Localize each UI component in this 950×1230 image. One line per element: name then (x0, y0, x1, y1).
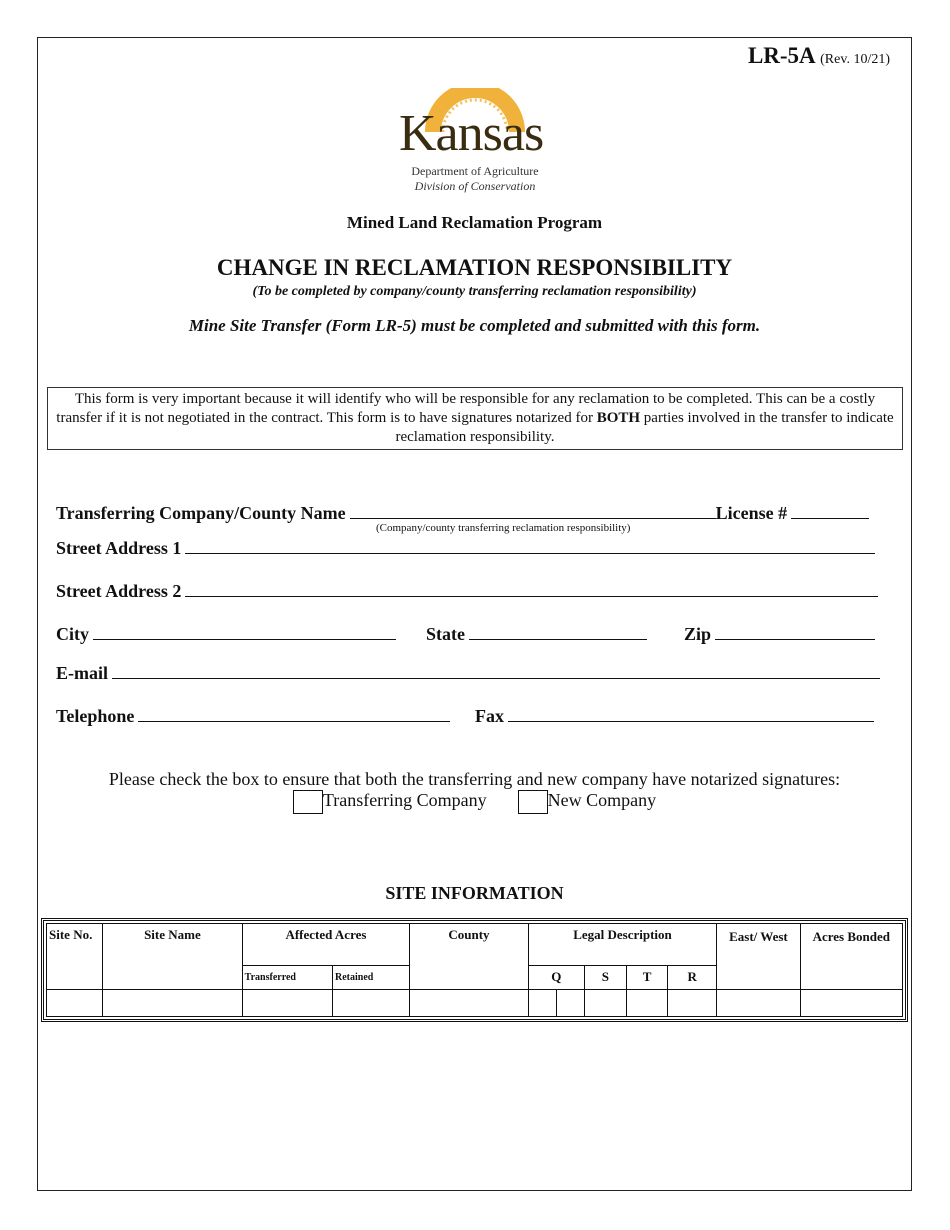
retained-cell[interactable] (332, 989, 409, 1016)
kansas-logo (385, 88, 565, 198)
site-no-header: Site No. (47, 924, 103, 990)
notice-box (47, 387, 903, 450)
table-row (47, 989, 903, 1016)
east-west-cell[interactable] (717, 989, 800, 1016)
legal-description-header: Legal Description (528, 924, 717, 966)
telephone-label: Telephone (56, 706, 135, 726)
site-no-cell[interactable] (47, 989, 103, 1016)
t-header: T (626, 965, 667, 989)
form-number (748, 43, 890, 69)
zip-label: Zip (684, 624, 712, 644)
transferred-cell[interactable] (242, 989, 332, 1016)
page-title: CHANGE IN RECLAMATION RESPONSIBILITY (216, 255, 733, 280)
transferred-header: Transferred (242, 965, 332, 989)
r-header: R (668, 965, 717, 989)
new-company-label: New Company (547, 790, 657, 811)
r-cell[interactable] (668, 989, 717, 1016)
program-name: Mined Land Reclamation Program (346, 213, 603, 232)
form-revision: (Rev. 10/21) (820, 52, 890, 67)
email-label: E-mail (56, 663, 108, 683)
site-name-header: Site Name (103, 924, 242, 990)
city-label: City (56, 624, 89, 644)
company-name-field[interactable] (350, 502, 716, 519)
new-company-checkbox[interactable] (518, 790, 548, 814)
site-name-cell[interactable] (103, 989, 242, 1016)
logo-division: Division of Conservation (414, 179, 536, 193)
street2-label: Street Address 2 (56, 581, 182, 601)
company-name-hint: (Company/county transferring reclamation responsibility) (376, 522, 631, 534)
q-cell-1[interactable] (528, 989, 556, 1016)
t-cell[interactable] (626, 989, 667, 1016)
city-field[interactable] (93, 623, 396, 640)
city-row (56, 623, 396, 645)
state-label: State (426, 624, 465, 644)
logo-department: Department of Agriculture (411, 164, 539, 178)
acres-bonded-header: Acres Bonded (800, 924, 902, 990)
county-header: County (410, 924, 528, 990)
street1-row (56, 537, 875, 559)
page-subtitle: (To be completed by company/county transferring reclamation responsibility) (252, 284, 697, 299)
zip-field[interactable] (715, 623, 875, 640)
s-header: S (584, 965, 626, 989)
fax-field[interactable] (508, 705, 874, 722)
site-information-table (41, 918, 908, 1022)
zip-row (684, 623, 875, 645)
company-name-row (56, 502, 869, 524)
notarized-prompt: Please check the box to ensure that both the transferring and new company have notarized signatures: (108, 769, 841, 789)
notice-bold: BOTH (596, 410, 641, 426)
license-label: License # (715, 503, 788, 523)
state-field[interactable] (469, 623, 647, 640)
fax-row (475, 705, 874, 727)
street2-row (56, 580, 878, 602)
transferring-company-label: Transferring Company (322, 790, 487, 811)
state-row (426, 623, 647, 645)
notice-text-2: parties involved in the transfer to indicate reclamation responsibility. (395, 410, 894, 445)
q-header: Q (528, 965, 584, 989)
transfer-note: Mine Site Transfer (Form LR-5) must be completed and submitted with this form. (188, 316, 761, 335)
notarized-options (38, 790, 911, 814)
license-field[interactable] (791, 502, 869, 519)
email-field[interactable] (112, 662, 880, 679)
transferring-company-checkbox[interactable] (293, 790, 323, 814)
s-cell[interactable] (584, 989, 626, 1016)
acres-bonded-cell[interactable] (800, 989, 902, 1016)
street1-field[interactable] (185, 537, 875, 554)
street1-label: Street Address 1 (56, 538, 182, 558)
email-row (56, 662, 880, 684)
q-cell-2[interactable] (556, 989, 584, 1016)
form-page (37, 37, 912, 1191)
telephone-row (56, 705, 450, 727)
telephone-field[interactable] (138, 705, 450, 722)
logo-wordmark: Kansas (399, 105, 544, 162)
street2-field[interactable] (185, 580, 878, 597)
retained-header: Retained (332, 965, 409, 989)
east-west-header: East/ West (717, 924, 800, 990)
form-number-code: LR-5A (747, 43, 815, 68)
affected-acres-header: Affected Acres (242, 924, 410, 966)
company-name-label: Transferring Company/County Name (56, 503, 346, 523)
county-cell[interactable] (410, 989, 528, 1016)
site-information-heading: SITE INFORMATION (385, 883, 564, 903)
fax-label: Fax (475, 706, 504, 726)
notice-text-1: This form is very important because it will identify who will be responsible for any reclamation to be completed. This can be a costly transfer if it is not negotiated in the contract. This form is to have signatures notarized for (56, 391, 876, 426)
